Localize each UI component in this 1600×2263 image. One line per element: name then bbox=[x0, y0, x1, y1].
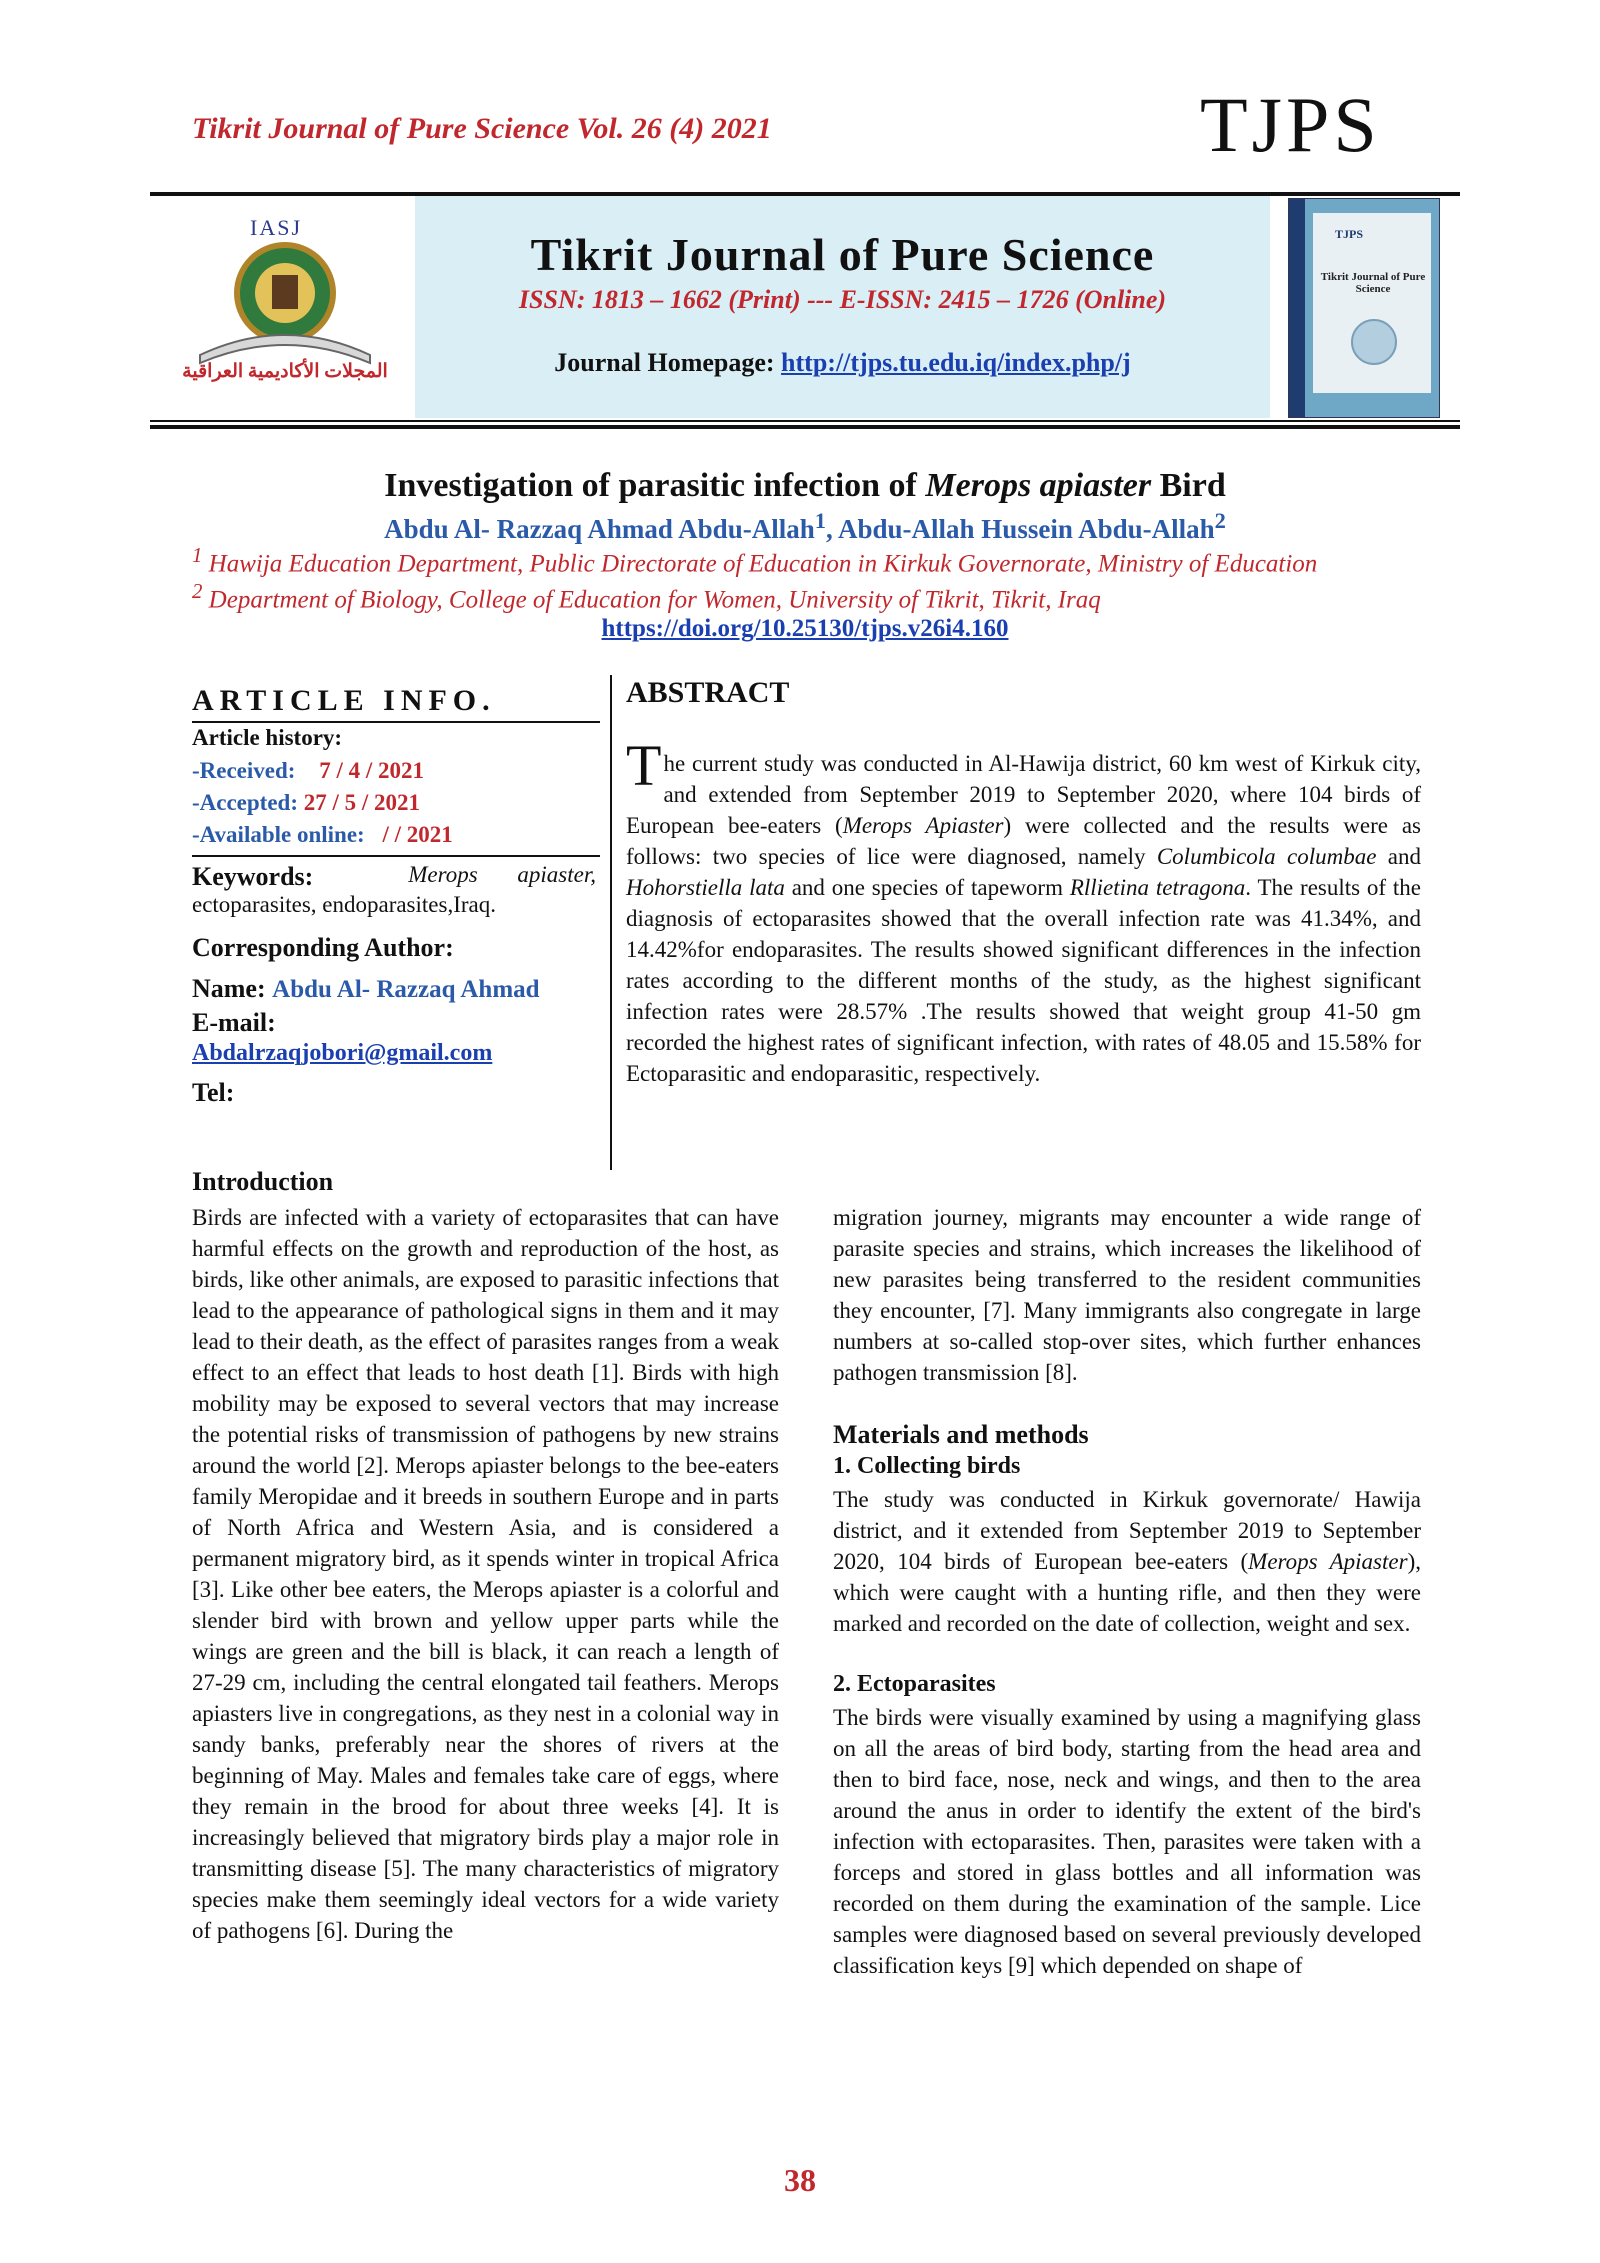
keywords-line-1: Merops apiaster, bbox=[408, 862, 596, 887]
banner-issn: ISSN: 1813 – 1662 (Print) --- E-ISSN: 2415 – 1726 (Online) bbox=[518, 285, 1167, 314]
tel-label: Tel: bbox=[192, 1078, 235, 1107]
cover-title: Tikrit Journal of Pure Science bbox=[1320, 271, 1426, 295]
affiliation-2-sup: 2 bbox=[192, 579, 203, 603]
name-label: Name: bbox=[192, 974, 266, 1003]
abstract-part-3: and bbox=[1376, 844, 1421, 869]
ectoparasites-text: The birds were visually examined by using a magnifying glass on all the areas of bird body, starting from the head area and then to bird face, nose, neck and wings, and then to the area around the anus in order to identify the extent of the bird's infection with ectoparasites. Then, parasites were taken with a forceps and stored in glass bottles and all information was recorded on them during the examination of the sample. Lice samples were diagnosed based on several previously developed classification keys [9] which depended on shape of bbox=[833, 1705, 1421, 1978]
author-1: Abdu Al- Razzaq Ahmad Abdu-Allah bbox=[384, 514, 815, 544]
affiliation-2-text: Department of Biology, College of Education for Women, University of Tikrit, Tikrit, Iraq bbox=[202, 586, 1101, 614]
iasj-logo-arabic: المجلات الأكاديمية العراقية bbox=[182, 361, 388, 382]
accepted-row bbox=[192, 790, 420, 816]
banner-bottom-rule-thin bbox=[150, 420, 1460, 422]
title-species: Merops apiaster bbox=[925, 467, 1152, 504]
email-label: E-mail: bbox=[192, 1008, 276, 1037]
online-row bbox=[192, 822, 453, 848]
affiliation-1-text: Hawija Education Department, Public Directorate of Education in Kirkuk Governorate, Ministry of Education bbox=[202, 550, 1318, 578]
journal-brand-mark: TJPS bbox=[1200, 81, 1381, 168]
author-2: Abdu-Allah Hussein Abdu-Allah bbox=[838, 514, 1215, 544]
affiliation-1 bbox=[192, 543, 1317, 578]
affiliation-1-sup: 1 bbox=[192, 543, 203, 567]
banner-bottom-rule bbox=[150, 425, 1460, 429]
methods-heading: Materials and methods bbox=[833, 1420, 1089, 1449]
abstract-body bbox=[626, 733, 1421, 1089]
title-text: Investigation of parasitic infection of bbox=[384, 467, 926, 504]
accepted-value: 27 / 5 / 2021 bbox=[303, 790, 421, 815]
affiliation-2 bbox=[192, 579, 1101, 614]
name-value: Abdu Al- Razzaq Ahmad bbox=[272, 976, 540, 1003]
info-rule-1 bbox=[192, 721, 600, 723]
author-separator: , bbox=[825, 514, 838, 544]
doi-link[interactable]: https://doi.org/10.25130/tjps.v26i4.160 bbox=[601, 615, 1009, 642]
abstract-part-4: and one species of tapeworm bbox=[784, 875, 1070, 900]
abstract-species-4: Rllietina tetragona bbox=[1069, 875, 1246, 900]
cover-globe-icon bbox=[1351, 319, 1397, 365]
title-suffix: Bird bbox=[1151, 467, 1226, 504]
article-title bbox=[150, 467, 1460, 505]
abstract-part-5: . The results of the diagnosis of ectoparasites showed that the overall infection rate was 41.34%, and 14.42%for endoparasites. The results showed significant differences in the infection rates according to the different months of the study, as the highest significant infection rates were 28.57% .The results showed that weight group 41-50 gm recorded the highest rates of significant infection, with rates of 48.05 and 15.58% for Ectoparasitic and endoparasitic, respectively. bbox=[626, 875, 1421, 1086]
received-value: 7 / 4 / 2021 bbox=[319, 758, 424, 783]
email-row bbox=[192, 1040, 492, 1067]
author-line bbox=[150, 508, 1460, 545]
abstract-part-2: ) were collected and the results were as follows: two species of lice were diagnosed, namely bbox=[626, 813, 1421, 869]
abstract-heading: ABSTRACT bbox=[626, 676, 790, 709]
collecting-birds-heading: 1. Collecting birds bbox=[833, 1453, 1021, 1479]
cover-tag: TJPS bbox=[1335, 227, 1364, 241]
online-value: / / 2021 bbox=[382, 822, 453, 847]
collecting-text-b: ), which were caught with a hunting rifle, and then they were marked and recorded on the date of collection, weight and sex. bbox=[833, 1549, 1421, 1636]
ectoparasites-heading: 2. Ectoparasites bbox=[833, 1671, 996, 1697]
abstract-species-3: Hohorstiella lata bbox=[626, 875, 785, 900]
journal-running-header: Tikrit Journal of Pure Science Vol. 26 (4) 2021 bbox=[192, 112, 772, 145]
cover-panel bbox=[1313, 213, 1431, 393]
online-label: -Available online: bbox=[192, 822, 365, 847]
homepage-label: Journal Homepage: bbox=[554, 348, 782, 377]
iasj-logo bbox=[160, 215, 410, 390]
accepted-label: -Accepted: bbox=[192, 790, 299, 815]
received-label: -Received: bbox=[192, 758, 296, 783]
banner-homepage bbox=[415, 348, 1270, 378]
abstract-species-1: Merops Apiaster bbox=[842, 813, 1004, 838]
abstract-species-2: Columbicola columbae bbox=[1156, 844, 1377, 869]
abstract-part-1: he current study was conducted in Al-Hawija district, 60 km west of Kirkuk city, and extended from September 2019 to September 2020, where 104 birds of European bee-eaters ( bbox=[626, 751, 1421, 838]
homepage-link[interactable]: http://tjps.tu.edu.iq/index.php/j bbox=[781, 348, 1131, 377]
page-number: 38 bbox=[784, 2162, 816, 2198]
introduction-continued: migration journey, migrants may encounter a wide range of parasite species and strains, which increases the likelihood of new parasites being transferred to the resident communities they encounter, [7]. Many immigrants also congregate in large numbers at so-called stop-over sites, which further enhances pathogen transmission [8]. bbox=[833, 1205, 1421, 1385]
iasj-logo-text: IASJ bbox=[250, 215, 303, 240]
collecting-birds-text bbox=[833, 1484, 1421, 1639]
author-1-sup: 1 bbox=[814, 508, 826, 533]
corresponding-author-label: Corresponding Author: bbox=[192, 933, 454, 962]
abstract-dropcap: T bbox=[626, 733, 662, 798]
keywords-block bbox=[192, 862, 596, 918]
banner-title: Tikrit Journal of Pure Science bbox=[530, 229, 1155, 280]
doi-line bbox=[150, 615, 1460, 643]
info-abstract-divider bbox=[610, 675, 612, 1170]
info-rule-2 bbox=[192, 855, 600, 857]
article-info-heading: ARTICLE INFO. bbox=[192, 684, 496, 717]
journal-cover-thumbnail bbox=[1288, 198, 1440, 418]
author-2-sup: 2 bbox=[1214, 508, 1226, 533]
iasj-emblem-icon bbox=[160, 235, 410, 375]
article-history-label: Article history: bbox=[192, 725, 343, 750]
cover-spine bbox=[1289, 199, 1305, 417]
received-row bbox=[192, 758, 424, 784]
email-link[interactable]: Abdalrzaqjobori@gmail.com bbox=[192, 1040, 493, 1066]
name-row bbox=[192, 974, 540, 1004]
introduction-text: Birds are infected with a variety of ectoparasites that can have harmful effects on the growth and reproduction of the host, as birds, like other animals, are exposed to parasitic infections that lead to the appearance of pathological signs in them and it may lead to their death, as the effect of parasites ranges from a weak effect to an effect that leads to host death [1]. Birds with high mobility may be exposed to several vectors that may increase the potential risks of transmission of pathogens by new strains around the world [2]. Merops apiaster belongs to the bee-eaters family Meropidae and it breeds in southern Europe and in parts of North Africa and Western Asia, and is considered a permanent migratory bird, as it spends winter in tropical Africa [3]. Like other bee eaters, the Merops apiaster is a colorful and slender bird with brown and yellow upper parts while the wings are green and the bill is black, it can reach a length of 27-29 cm, including the central elongated tail feathers. Merops apiasters live in congregations, as they nest in a colonial way in sandy banks, preferably near the shores of rivers at the beginning of May. Males and females take care of eggs, where they remain in the brood for about three weeks [4]. It is increasingly believed that migratory birds play a major role in transmitting disease [5]. The many characteristics of migratory species make them seemingly ideal vectors for a wide variety of pathogens [6]. During the bbox=[192, 1205, 779, 1943]
keywords-label: Keywords: bbox=[192, 862, 314, 891]
keywords-line-2: ectoparasites, endoparasites,Iraq. bbox=[192, 892, 496, 917]
introduction-heading: Introduction bbox=[192, 1167, 334, 1196]
collecting-species: Merops Apiaster bbox=[1248, 1549, 1408, 1574]
collecting-text-a: The study was conducted in Kirkuk governorate/ Hawija district, and it extended from September 2019 to September 2020, 104 birds of European bee-eaters ( bbox=[833, 1487, 1421, 1574]
